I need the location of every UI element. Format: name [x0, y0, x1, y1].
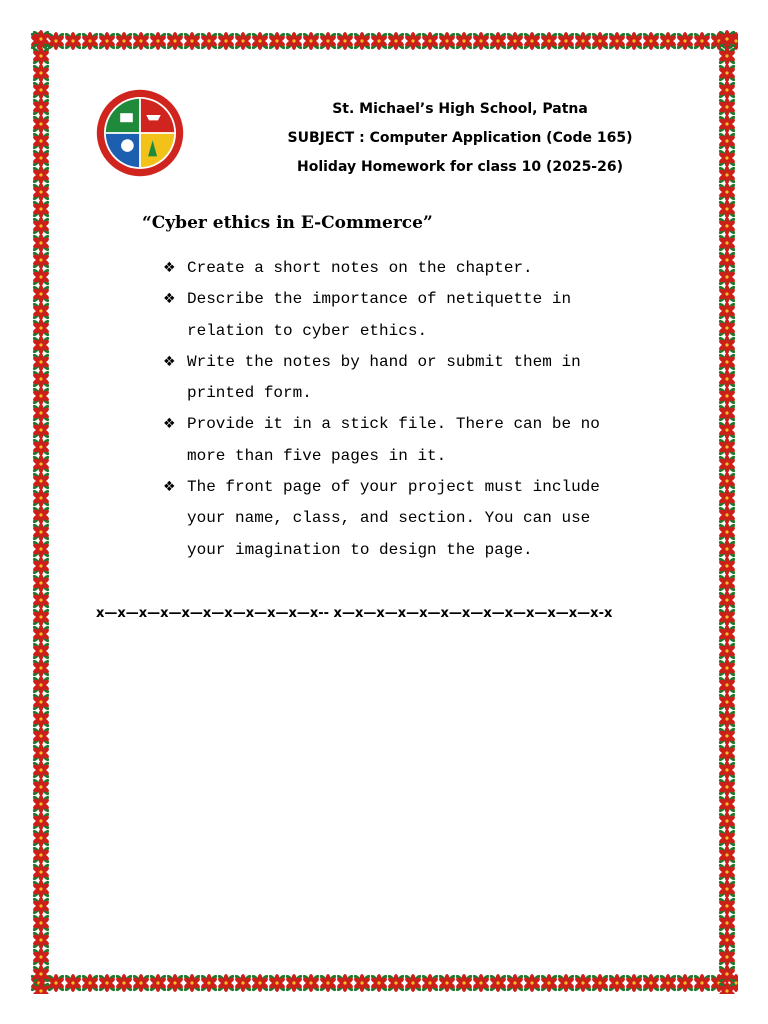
poinsettia-icon — [32, 778, 51, 797]
poinsettia-icon — [268, 974, 287, 993]
poinsettia-icon — [32, 829, 51, 848]
poinsettia-icon — [718, 81, 737, 100]
poinsettia-icon — [718, 387, 737, 406]
poinsettia-icon — [32, 472, 51, 491]
poinsettia-icon — [718, 727, 737, 746]
poinsettia-icon — [718, 591, 737, 610]
task-text: Create a short notes on the chapter. — [187, 259, 533, 277]
poinsettia-icon — [625, 32, 644, 51]
poinsettia-icon — [608, 974, 627, 993]
poinsettia-icon — [32, 557, 51, 576]
poinsettia-icon — [676, 32, 695, 51]
poinsettia-icon — [336, 32, 355, 51]
poinsettia-icon — [718, 659, 737, 678]
poinsettia-icon — [718, 489, 737, 508]
poinsettia-icon — [32, 642, 51, 661]
poinsettia-icon — [718, 863, 737, 882]
poinsettia-icon — [32, 693, 51, 712]
poinsettia-icon — [149, 32, 168, 51]
poinsettia-icon — [32, 931, 51, 950]
poinsettia-icon — [718, 455, 737, 474]
poinsettia-icon — [557, 974, 576, 993]
poinsettia-icon — [438, 32, 457, 51]
poinsettia-icon — [718, 47, 737, 66]
poinsettia-icon — [718, 795, 737, 814]
poinsettia-icon — [557, 32, 576, 51]
poinsettia-icon — [659, 32, 678, 51]
poinsettia-icon — [642, 974, 661, 993]
poinsettia-icon — [353, 974, 372, 993]
poinsettia-icon — [506, 32, 525, 51]
poinsettia-icon — [540, 32, 559, 51]
task-text: Provide it in a stick file. There can be no more than five pages in it. — [187, 415, 600, 465]
poinsettia-icon — [718, 319, 737, 338]
poinsettia-icon — [718, 846, 737, 865]
poinsettia-icon — [302, 32, 321, 51]
topic-title: “Cyber ethics in E-Commerce” — [142, 213, 433, 233]
poinsettia-icon — [718, 914, 737, 933]
poinsettia-icon — [574, 974, 593, 993]
poinsettia-icon — [455, 32, 474, 51]
poinsettia-icon — [540, 974, 559, 993]
poinsettia-icon — [718, 115, 737, 134]
poinsettia-icon — [718, 608, 737, 627]
poinsettia-icon — [32, 914, 51, 933]
poinsettia-icon — [32, 489, 51, 508]
poinsettia-icon — [718, 710, 737, 729]
list-item — [163, 284, 683, 347]
poinsettia-icon — [353, 32, 372, 51]
floral-border-top — [30, 30, 738, 52]
poinsettia-icon — [718, 761, 737, 780]
poinsettia-icon — [32, 166, 51, 185]
poinsettia-icon — [32, 812, 51, 831]
poinsettia-icon — [718, 132, 737, 151]
poinsettia-icon — [149, 974, 168, 993]
poinsettia-icon — [32, 608, 51, 627]
poinsettia-icon — [718, 268, 737, 287]
poinsettia-icon — [132, 974, 151, 993]
task-list — [163, 253, 683, 566]
poinsettia-icon — [718, 217, 737, 236]
poinsettia-icon — [115, 32, 134, 51]
poinsettia-icon — [32, 659, 51, 678]
poinsettia-icon — [718, 948, 737, 967]
poinsettia-icon — [32, 81, 51, 100]
poinsettia-icon — [718, 404, 737, 423]
poinsettia-icon — [285, 974, 304, 993]
poinsettia-icon — [608, 32, 627, 51]
poinsettia-icon — [32, 115, 51, 134]
poinsettia-icon — [718, 829, 737, 848]
poinsettia-icon — [302, 974, 321, 993]
poinsettia-icon — [32, 98, 51, 117]
poinsettia-icon — [32, 387, 51, 406]
list-item — [163, 409, 683, 472]
poinsettia-icon — [336, 974, 355, 993]
poinsettia-icon — [166, 974, 185, 993]
poinsettia-icon — [676, 974, 695, 993]
poinsettia-icon — [32, 761, 51, 780]
poinsettia-icon — [718, 965, 737, 984]
poinsettia-icon — [718, 557, 737, 576]
poinsettia-icon — [523, 32, 542, 51]
poinsettia-icon — [319, 32, 338, 51]
poinsettia-icon — [718, 523, 737, 542]
diamond-bullet-icon: ❖ — [163, 353, 176, 370]
poinsettia-icon — [81, 32, 100, 51]
list-item — [163, 253, 683, 284]
poinsettia-icon — [32, 217, 51, 236]
poinsettia-icon — [506, 974, 525, 993]
poinsettia-icon — [234, 974, 253, 993]
poinsettia-icon — [718, 421, 737, 440]
poinsettia-icon — [64, 32, 83, 51]
poinsettia-icon — [81, 974, 100, 993]
section-divider: x—x—x—x—x—x—x—x—x—x—x-- x—x—x—x—x—x—x—x—x—x—x—x—x-x — [96, 606, 613, 621]
poinsettia-icon — [472, 974, 491, 993]
poinsettia-icon — [370, 32, 389, 51]
poinsettia-icon — [489, 32, 508, 51]
poinsettia-icon — [32, 897, 51, 916]
poinsettia-icon — [718, 149, 737, 168]
poinsettia-icon — [591, 32, 610, 51]
poinsettia-icon — [489, 974, 508, 993]
poinsettia-icon — [625, 974, 644, 993]
poinsettia-icon — [251, 32, 270, 51]
poinsettia-icon — [32, 523, 51, 542]
poinsettia-icon — [183, 974, 202, 993]
list-item — [163, 472, 683, 566]
poinsettia-icon — [32, 625, 51, 644]
poinsettia-icon — [32, 285, 51, 304]
poinsettia-icon — [718, 98, 737, 117]
poinsettia-icon — [64, 974, 83, 993]
poinsettia-icon — [32, 132, 51, 151]
poinsettia-icon — [718, 166, 737, 185]
poinsettia-icon — [718, 642, 737, 661]
poinsettia-icon — [718, 693, 737, 712]
poinsettia-icon — [32, 438, 51, 457]
poinsettia-icon — [32, 336, 51, 355]
poinsettia-icon — [32, 948, 51, 967]
poinsettia-icon — [32, 200, 51, 219]
poinsettia-icon — [370, 974, 389, 993]
task-text: The front page of your project must include your name, class, and section. You can use your imagination to design the page. — [187, 478, 600, 559]
poinsettia-icon — [98, 974, 117, 993]
poinsettia-icon — [183, 32, 202, 51]
poinsettia-icon — [718, 676, 737, 695]
poinsettia-icon — [132, 32, 151, 51]
floral-border-bottom — [30, 972, 738, 994]
poinsettia-icon — [319, 974, 338, 993]
poinsettia-icon — [32, 64, 51, 83]
poinsettia-icon — [523, 974, 542, 993]
poinsettia-icon — [217, 974, 236, 993]
poinsettia-icon — [32, 710, 51, 729]
poinsettia-icon — [718, 812, 737, 831]
poinsettia-icon — [718, 506, 737, 525]
poinsettia-icon — [472, 32, 491, 51]
poinsettia-icon — [32, 795, 51, 814]
poinsettia-icon — [251, 974, 270, 993]
poinsettia-icon — [32, 540, 51, 559]
poinsettia-icon — [32, 506, 51, 525]
poinsettia-icon — [32, 863, 51, 882]
poinsettia-icon — [718, 370, 737, 389]
poinsettia-icon — [574, 32, 593, 51]
poinsettia-icon — [32, 455, 51, 474]
subject-line: SUBJECT : Computer Application (Code 165) — [287, 130, 633, 146]
poinsettia-icon — [32, 880, 51, 899]
poinsettia-icon — [32, 982, 51, 994]
poinsettia-icon — [718, 30, 737, 48]
poinsettia-icon — [200, 974, 219, 993]
poinsettia-icon — [166, 32, 185, 51]
poinsettia-icon — [32, 302, 51, 321]
poinsettia-icon — [718, 574, 737, 593]
poinsettia-icon — [718, 778, 737, 797]
diamond-bullet-icon: ❖ — [163, 291, 176, 308]
poinsettia-icon — [438, 974, 457, 993]
poinsettia-icon — [32, 727, 51, 746]
poinsettia-icon — [115, 974, 134, 993]
poinsettia-icon — [32, 251, 51, 270]
poinsettia-icon — [32, 676, 51, 695]
poinsettia-icon — [32, 574, 51, 593]
poinsettia-icon — [268, 32, 287, 51]
poinsettia-icon — [32, 149, 51, 168]
poinsettia-icon — [32, 30, 51, 48]
poinsettia-icon — [718, 234, 737, 253]
poinsettia-icon — [98, 32, 117, 51]
poinsettia-icon — [718, 880, 737, 899]
task-text: Write the notes by hand or submit them in printed form. — [187, 352, 581, 403]
poinsettia-icon — [718, 200, 737, 219]
task-text: Describe the importance of netiquette in relation to cyber ethics. — [187, 290, 572, 340]
floral-border-left — [30, 30, 52, 994]
school-logo — [95, 88, 185, 178]
poinsettia-icon — [718, 251, 737, 270]
poinsettia-icon — [693, 974, 712, 993]
poinsettia-icon — [234, 32, 253, 51]
poinsettia-icon — [718, 353, 737, 372]
poinsettia-icon — [718, 302, 737, 321]
poinsettia-icon — [387, 32, 406, 51]
poinsettia-icon — [285, 32, 304, 51]
poinsettia-icon — [718, 897, 737, 916]
poinsettia-icon — [32, 421, 51, 440]
poinsettia-icon — [387, 974, 406, 993]
diamond-bullet-icon: ❖ — [163, 260, 176, 276]
poinsettia-icon — [32, 234, 51, 253]
floral-border-right — [716, 30, 738, 994]
poinsettia-icon — [32, 47, 51, 66]
poinsettia-icon — [718, 472, 737, 491]
poinsettia-icon — [200, 32, 219, 51]
poinsettia-icon — [404, 974, 423, 993]
poinsettia-icon — [32, 404, 51, 423]
diamond-bullet-icon: ❖ — [163, 479, 176, 496]
poinsettia-icon — [591, 974, 610, 993]
poinsettia-icon — [32, 965, 51, 984]
poinsettia-icon — [718, 540, 737, 559]
poinsettia-icon — [404, 32, 423, 51]
poinsettia-icon — [718, 438, 737, 457]
poinsettia-icon — [718, 64, 737, 83]
poinsettia-icon — [659, 974, 678, 993]
poinsettia-icon — [32, 268, 51, 287]
diamond-bullet-icon: ❖ — [163, 416, 176, 433]
poinsettia-icon — [32, 353, 51, 372]
poinsettia-icon — [718, 744, 737, 763]
poinsettia-icon — [217, 32, 236, 51]
poinsettia-icon — [718, 625, 737, 644]
poinsettia-icon — [32, 319, 51, 338]
homework-title: Holiday Homework for class 10 (2025-26) — [296, 159, 623, 175]
list-item — [163, 347, 683, 410]
poinsettia-icon — [718, 336, 737, 355]
poinsettia-icon — [718, 183, 737, 202]
poinsettia-icon — [718, 931, 737, 950]
school-name: St. Michael’s High School, Patna — [332, 101, 588, 117]
poinsettia-icon — [421, 32, 440, 51]
poinsettia-icon — [32, 744, 51, 763]
poinsettia-icon — [32, 846, 51, 865]
poinsettia-icon — [32, 183, 51, 202]
poinsettia-icon — [32, 591, 51, 610]
poinsettia-icon — [718, 982, 737, 994]
poinsettia-icon — [718, 285, 737, 304]
poinsettia-icon — [642, 32, 661, 51]
poinsettia-icon — [693, 32, 712, 51]
poinsettia-icon — [421, 974, 440, 993]
poinsettia-icon — [32, 370, 51, 389]
poinsettia-icon — [455, 974, 474, 993]
